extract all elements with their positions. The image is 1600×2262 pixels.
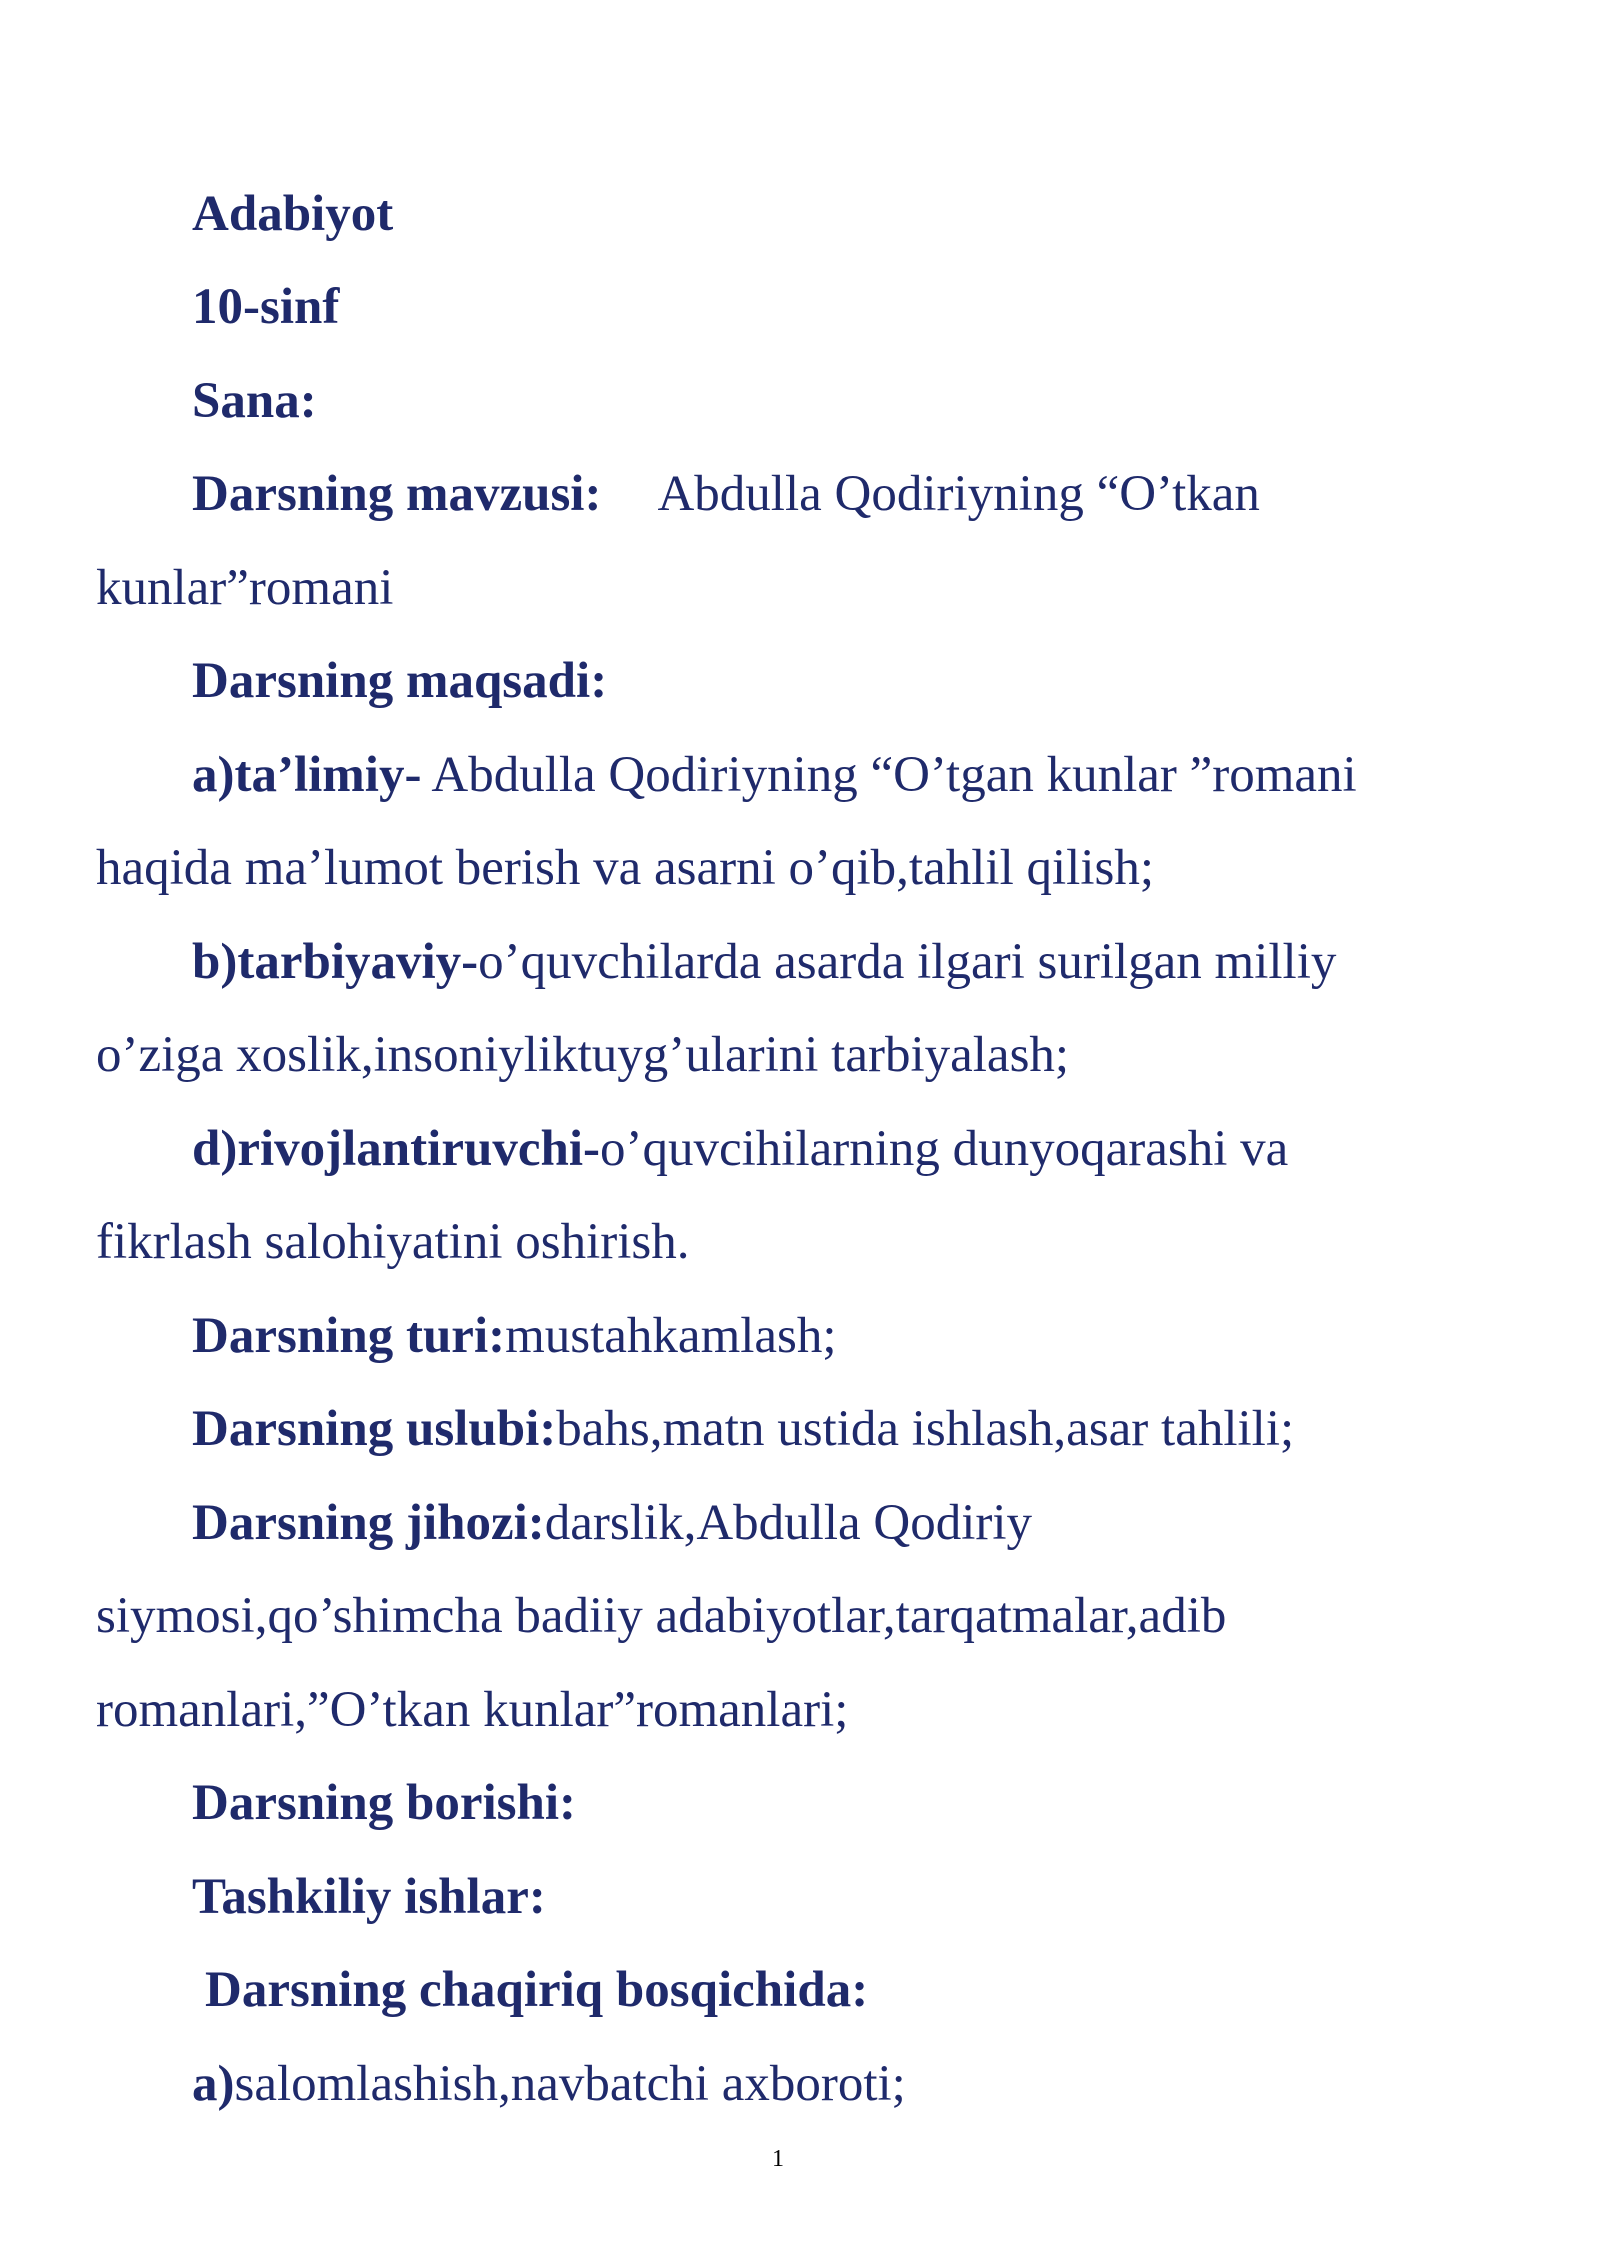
subject-heading: Adabiyot (192, 186, 394, 242)
upbringing-goal-label: b)tarbiyaviy- (192, 934, 479, 990)
lesson-method (192, 1399, 1294, 1459)
topic-label: Darsning mavzusi: (192, 466, 602, 522)
challenge-stage-label: Darsning chaqiriq bosqichida: (205, 1962, 869, 2018)
topic-line-continued: kunlar”romani (96, 560, 394, 616)
educational-goal (192, 745, 1357, 805)
lesson-equipment-continued-2: romanlari,”O’tkan kunlar”romanlari; (96, 1682, 849, 1738)
organizational-label: Tashkiliy ishlar: (192, 1869, 546, 1925)
lesson-equipment (192, 1493, 1032, 1553)
greeting-item (192, 2054, 906, 2114)
page-number: 1 (772, 2146, 784, 2172)
lesson-equipment-text: darslik,Abdulla Qodiriy (544, 1495, 1033, 1551)
developmental-goal-text: o’quvcihilarning dunyoqarashi va (599, 1121, 1289, 1177)
upbringing-goal (192, 932, 1336, 992)
lesson-course-label: Darsning borishi: (192, 1775, 576, 1831)
lesson-equipment-continued-1: siymosi,qo’shimcha badiiy adabiyotlar,tarqatmalar,adib (96, 1588, 1227, 1644)
greeting-item-text: salomlashish,navbatchi axboroti; (234, 2056, 906, 2112)
topic-line (192, 464, 1260, 524)
educational-goal-label: a)ta’limiy- (192, 747, 422, 803)
topic-text: Abdulla Qodiriyning “O’tkan (657, 466, 1260, 522)
upbringing-goal-text: o’quvchilarda asarda ilgari surilgan milliy (478, 934, 1337, 990)
lesson-method-label: Darsning uslubi: (192, 1401, 557, 1457)
developmental-goal-continued: fikrlash salohiyatini oshirish. (96, 1214, 690, 1270)
upbringing-goal-continued: o’ziga xoslik,insoniyliktuyg’ularini tarbiyalash; (96, 1027, 1070, 1083)
lesson-type (192, 1306, 837, 1366)
lesson-type-text: mustahkamlash; (505, 1308, 837, 1364)
lesson-equipment-label: Darsning jihozi: (192, 1495, 545, 1551)
goal-label: Darsning maqsadi: (192, 653, 608, 709)
grade-heading: 10-sinf (192, 279, 340, 335)
lesson-type-label: Darsning turi: (192, 1308, 506, 1364)
educational-goal-text: Abdulla Qodiriyning “O’tgan kunlar ”romani (421, 747, 1357, 803)
greeting-item-label: a) (192, 2056, 235, 2112)
educational-goal-continued: haqida ma’lumot berish va asarni o’qib,tahlil qilish; (96, 840, 1155, 896)
date-label: Sana: (192, 373, 317, 429)
developmental-goal (192, 1119, 1288, 1179)
lesson-method-text: bahs,matn ustida ishlash,asar tahlili; (556, 1401, 1295, 1457)
developmental-goal-label: d)rivojlantiruvchi- (192, 1121, 600, 1177)
